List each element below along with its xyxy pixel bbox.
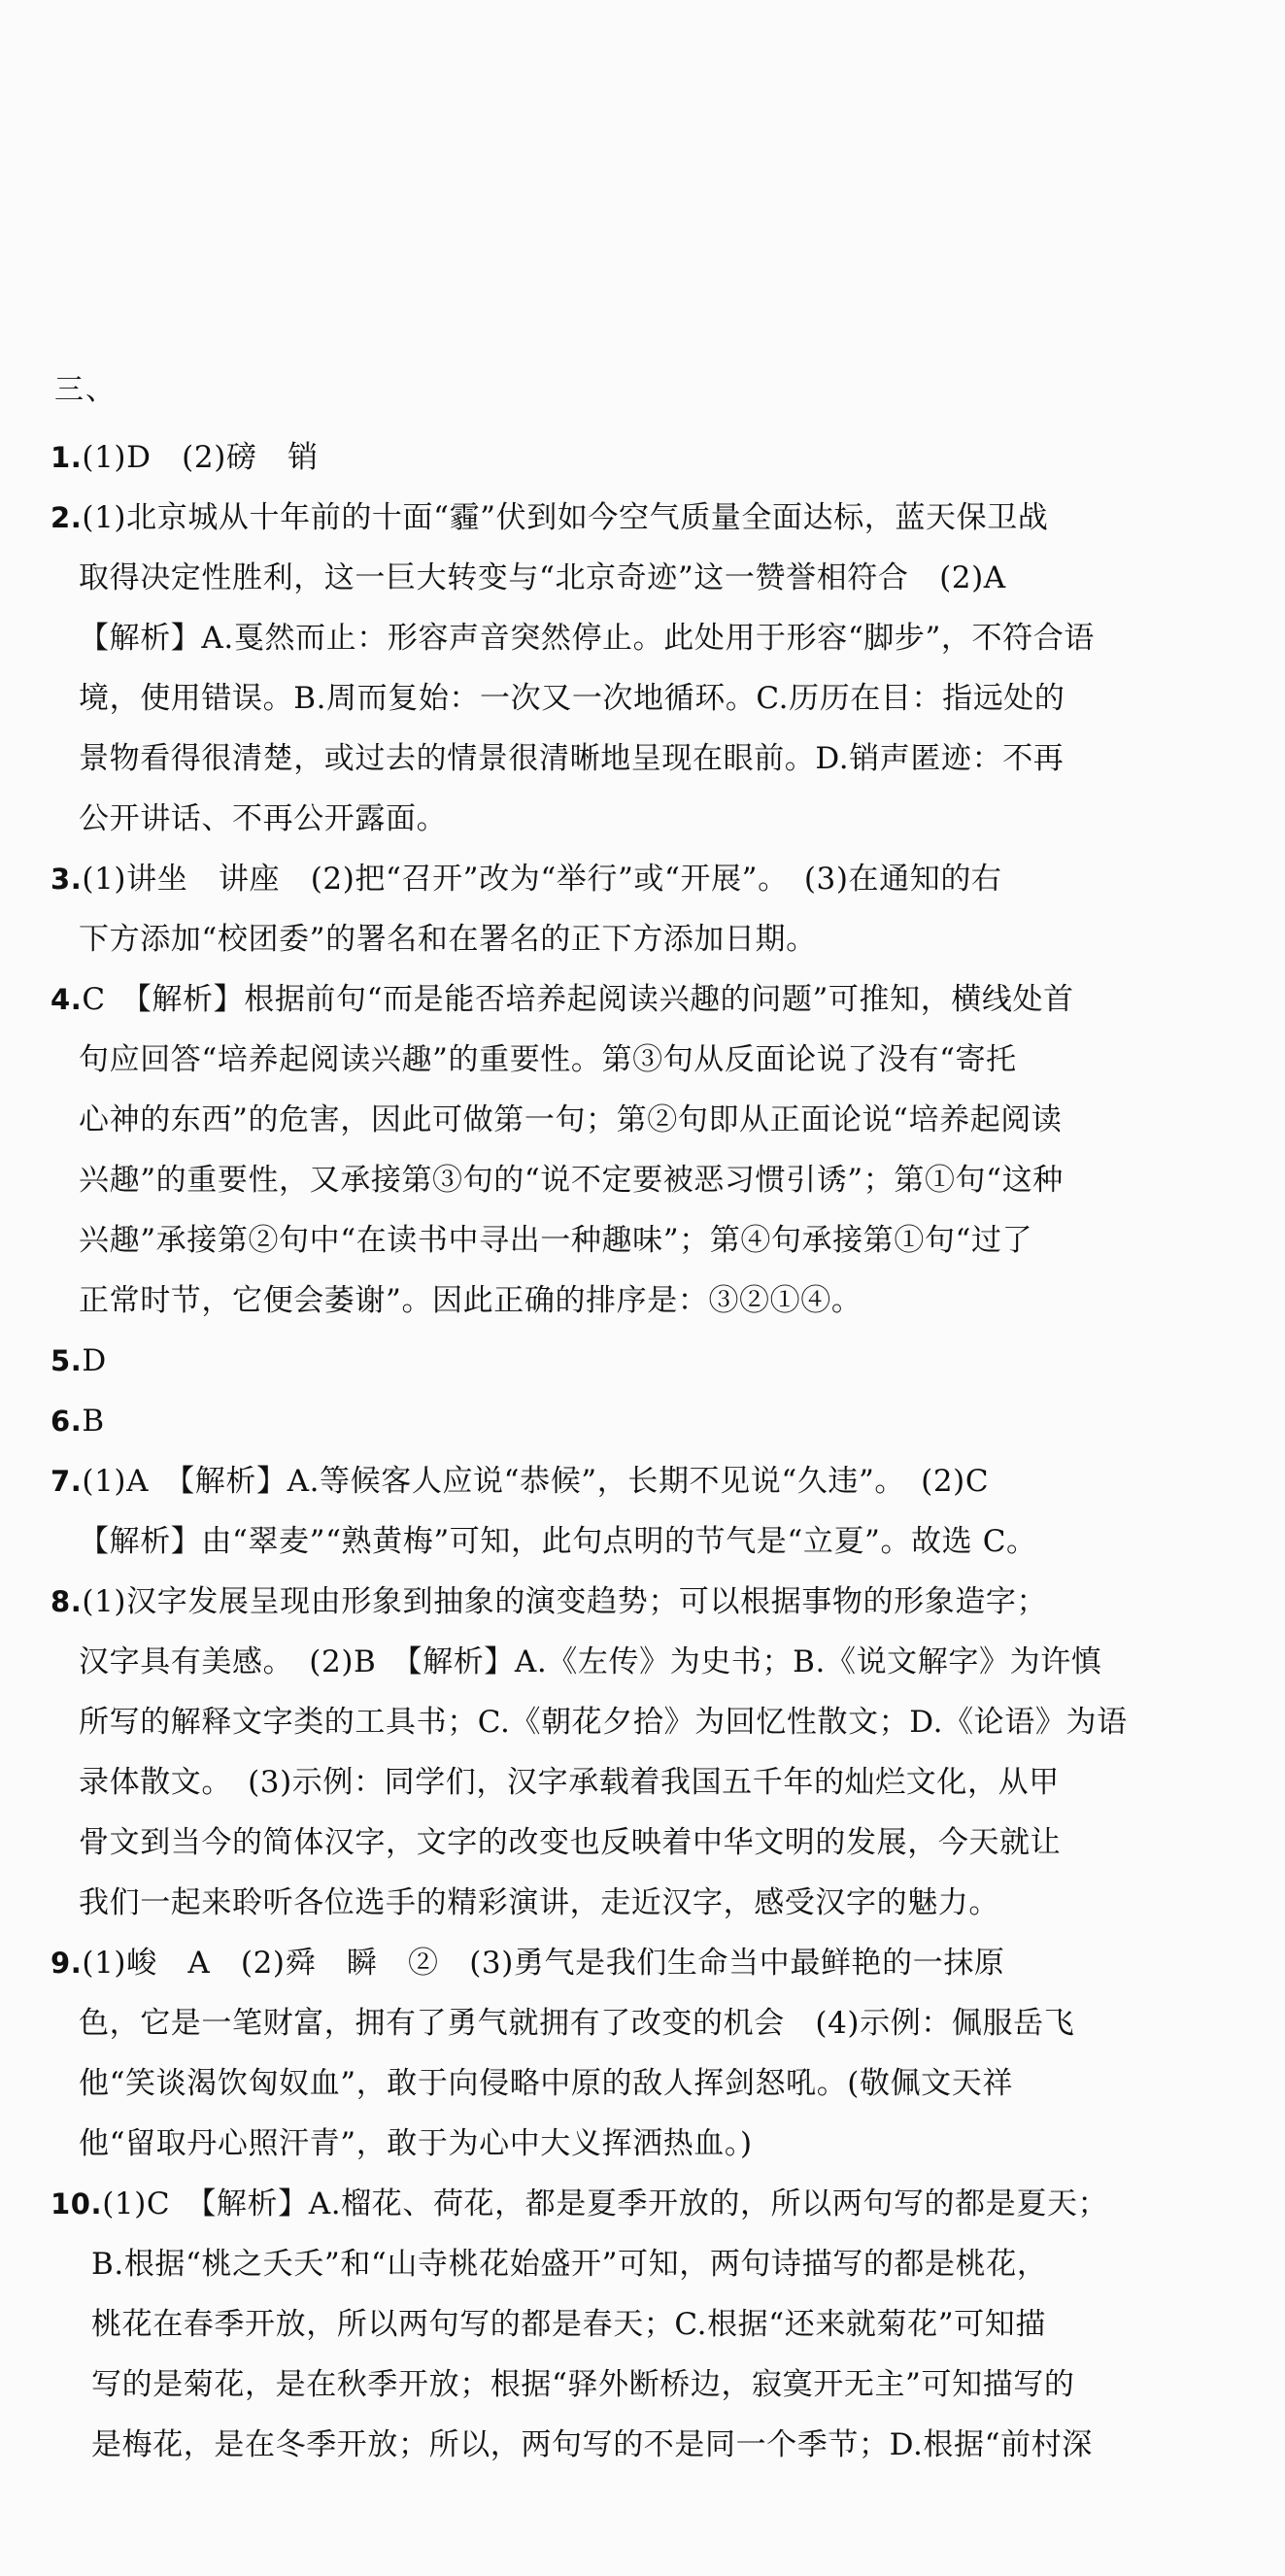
answer-line: 【解析】A.戛然而止：形容声音突然停止。此处用于形容“脚步”，不符合语 — [79, 621, 1095, 656]
question-number: 2. — [51, 501, 83, 534]
answer-line: 6.B — [51, 1404, 105, 1439]
answer-line: 5.D — [51, 1343, 107, 1378]
answer-line: 录体散文。 (3)示例：同学们，汉字承载着我国五千年的灿烂文化，从甲 — [79, 1765, 1060, 1800]
question-number: 4. — [51, 983, 83, 1016]
answer-item-6 — [51, 1391, 1227, 1451]
answer-line: 色，它是一笔财富，拥有了勇气就拥有了改变的机会 (4)示例：佩服岳飞 — [79, 2006, 1075, 2041]
answer-line: 兴趣”承接第②句中“在读书中寻出一种趣味”；第④句承接第①句“过了 — [79, 1223, 1033, 1258]
answer-line: 7.(1)A 【解析】A.等候客人应说“恭候”，长期不见说“久违”。 (2)C — [51, 1464, 990, 1499]
answer-line: 他“笑谈渴饮匈奴血”，敢于向侵略中原的敌人挥剑怒吼。(敬佩文天祥 — [79, 2066, 1013, 2101]
section-heading: 三、 — [54, 373, 117, 407]
answer-line: 9.(1)峻 A (2)舜 瞬 ② (3)勇气是我们生命当中最鲜艳的一抹原 — [51, 1946, 1005, 1981]
answer-line: 他“留取丹心照汗青”，敢于为心中大义挥洒热血。) — [79, 2126, 753, 2161]
answer-line: 下方添加“校团委”的署名和在署名的正下方添加日期。 — [79, 922, 817, 957]
answer-line: 1.(1)D (2)磅 销 — [51, 440, 319, 475]
answer-line: 10.(1)C 【解析】A.榴花、荷花，都是夏季开放的，所以两句写的都是夏天； — [51, 2186, 1109, 2221]
answer-line: 取得决定性胜利，这一巨大转变与“北京奇迹”这一赞誉相符合 (2)A — [79, 560, 1006, 595]
answer-line: 汉字具有美感。 (2)B 【解析】A.《左传》为史书；B.《说文解字》为许慎 — [79, 1644, 1102, 1679]
question-number: 9. — [51, 1947, 83, 1980]
question-number: 3. — [51, 863, 83, 896]
answer-line: 公开讲话、不再公开露面。 — [79, 801, 448, 836]
question-number: 7. — [51, 1465, 83, 1498]
question-number: 10. — [51, 2187, 103, 2220]
question-number: 6. — [51, 1405, 83, 1438]
answer-line: 正常时节，它便会萎谢”。因此正确的排序是：③②①④。 — [79, 1283, 862, 1318]
answer-item-5 — [51, 1331, 1227, 1391]
answer-line: 心神的东西”的危害，因此可做第一句；第②句即从正面论说“培养起阅读 — [79, 1102, 1063, 1137]
answer-item-9 — [51, 1933, 1227, 2174]
answer-line: 句应回答“培养起阅读兴趣”的重要性。第③句从反面论说了没有“寄托 — [79, 1042, 1017, 1077]
answer-item-2 — [51, 488, 1227, 849]
answer-line: 我们一起来聆听各位选手的精彩演讲，走近汉字，感受汉字的魅力。 — [79, 1885, 999, 1920]
answer-line: 骨文到当今的简体汉字，文字的改变也反映着中华文明的发展，今天就让 — [79, 1825, 1062, 1860]
answer-item-1 — [51, 427, 1227, 488]
answer-line: 是梅花，是在冬季开放；所以，两句写的不是同一个季节；D.根据“前村深 — [91, 2427, 1093, 2462]
answer-line: 景物看得很清楚，或过去的情景很清晰地呈现在眼前。D.销声匿迹：不再 — [79, 741, 1065, 776]
answer-line: 境，使用错误。B.周而复始：一次又一次地循环。C.历历在目：指远处的 — [79, 681, 1065, 716]
answer-line: 8.(1)汉字发展呈现由形象到抽象的演变趋势；可以根据事物的形象造字； — [51, 1584, 1048, 1619]
answer-line: 2.(1)北京城从十年前的十面“霾”伏到如今空气质量全面达标，蓝天保卫战 — [51, 500, 1049, 535]
question-number: 5. — [51, 1344, 83, 1377]
answer-line: B.根据“桃之夭夭”和“山寺桃花始盛开”可知，两句诗描写的都是桃花， — [91, 2247, 1048, 2282]
question-number: 1. — [51, 441, 83, 474]
answer-item-3 — [51, 849, 1227, 969]
answer-line: 桃花在春季开放，所以两句写的都是春天；C.根据“还来就菊花”可知描 — [91, 2307, 1046, 2342]
question-number: 8. — [51, 1585, 83, 1618]
answer-item-8 — [51, 1572, 1227, 1933]
answer-item-10 — [51, 2174, 1227, 2475]
answer-line: 所写的解释文字类的工具书；C.《朝花夕拾》为回忆性散文；D.《论语》为语 — [79, 1705, 1128, 1740]
answer-line: 【解析】由“翠麦”“熟黄梅”可知，此句点明的节气是“立夏”。故选 C。 — [79, 1524, 1037, 1559]
answer-item-7 — [51, 1451, 1227, 1572]
answer-line: 兴趣”的重要性，又承接第③句的“说不定要被恶习惯引诱”；第①句“这种 — [79, 1163, 1064, 1198]
answer-item-4 — [51, 969, 1227, 1331]
answer-line: 写的是菊花，是在秋季开放；根据“驿外断桥边，寂寞开无主”可知描写的 — [91, 2367, 1075, 2402]
answer-line: 3.(1)讲坐 讲座 (2)把“召开”改为“举行”或“开展”。 (3)在通知的右 — [51, 862, 1002, 897]
answer-line: 4.C 【解析】根据前句“而是能否培养起阅读兴趣的问题”可推知，横线处首 — [51, 982, 1074, 1017]
